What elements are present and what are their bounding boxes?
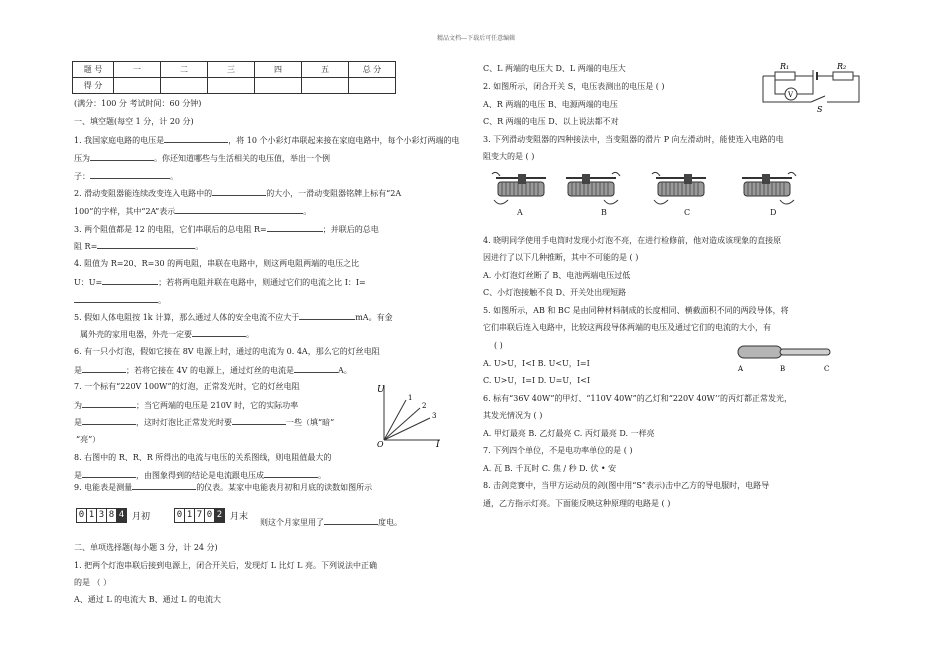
text: ；若将两电阻并联在电路中，则通过它们的电流之比 I：I= [158,278,366,287]
text: 3. 两个阻值都是 12 的电阻，它们串联后的总电阻 R= [74,225,267,234]
choice-question-1-options: A、通过 L 的电流大 B、通过 L 的电流大 [74,595,221,604]
answer-blank[interactable] [232,416,286,425]
meter-start-label: 月初 [132,512,151,522]
page-header: 精品文档---下载后可任意编辑 [437,35,516,42]
choice-question-4-line-2: 因进行了以下几种推断，其中不可能的是 ( ) [483,253,639,262]
thick-conductor [738,346,782,358]
answer-blank[interactable] [74,294,158,303]
choice-question-5: 5. 如图所示，AB 和 BC 是由同种材料制成的长度相同、横截面积不同的两段导体，将 [483,306,789,315]
section-title-single-choice: 二、单项选择题(每小题 3 分，计 24 分) [74,543,218,552]
table-cell: 二 [161,62,208,78]
text: 阻 R= [74,242,98,251]
switch-label: S [817,105,823,114]
table-cell: 题 号 [73,62,114,78]
text: 度电。 [378,518,402,527]
rheostat-option-c [650,170,712,212]
conductor-label-c: C [824,365,830,373]
text: 5. 假如人体电阻按 1k 计算，那么通过人体的安全电流不应大于 [74,313,300,322]
question-7-line-3 [74,416,334,428]
choice-2-options-cd: C、R 两端的电压 D、以上说法都不对 [483,117,619,126]
answer-blank[interactable] [294,364,338,373]
answer-blank[interactable] [175,205,303,214]
choice-question-1: 1. 把两个灯泡串联后接到电源上，闭合开关后，发现灯 L 比灯 L 亮。下列说法中正确 [74,561,377,570]
answer-blank[interactable] [132,481,196,490]
question-8-line-2 [74,469,326,481]
question-7: 7. 一个标有“220V 100W”的灯泡，正常发光时，它的灯丝电阻 [74,382,300,391]
graph-line-2 [384,408,420,440]
choice-question-1-line-2: 的是 （ ） [74,578,112,587]
meter-digit: 7 [194,508,205,523]
text: ；当它两端的电压是 210V 时，它的实际功率 [136,401,299,410]
text: 子： [74,172,90,181]
text: 1. 我国家庭电路的电压是 [74,136,165,145]
text: 。 [303,207,312,216]
score-table-score-row [73,78,396,94]
table-cell: 得 分 [73,78,114,94]
question-1-line-3 [74,170,178,182]
question-6-line-2 [74,364,352,376]
choice-4-options-ab: A. 小灯泡灯丝断了 B、电池两端电压过低 [483,271,631,280]
question-8: 8. 右图中的 R、R、R 所得出的电流与电压的关系图线，则电阻值最大的 [74,453,332,462]
current-voltage-graph [374,382,446,448]
question-3-line-2 [74,240,203,252]
text: U：U= [74,278,103,287]
text: 一些（填“暗” [286,418,335,427]
meter-digit: 8 [106,508,117,523]
question-6: 6. 有一只小灯泡，假如它接在 8V 电源上时，通过的电流为 0. 4A，那么它的灯丝电阻 [74,347,380,356]
score-input-cell[interactable] [255,78,302,94]
text: 9. 电能表是测量 [74,483,133,492]
score-table-header-row [73,62,396,78]
r1-label: R₁ [780,62,790,71]
choice-2-options-ab: A、R 两端的电压 B、电源两端的电压 [483,100,618,109]
score-table [72,61,396,94]
text: mA。有金 [355,313,393,322]
answer-blank[interactable] [192,328,246,337]
text: 。 [195,242,204,251]
score-input-cell[interactable] [349,78,396,94]
choice-question-6: 6. 标有“36V 40W”的甲灯、“110V 40W”的乙灯和“220V 40W’’的丙灯都正常发光， [483,394,793,403]
answer-blank[interactable] [82,399,136,408]
x-axis-label: I [436,440,440,448]
answer-blank[interactable] [97,240,195,249]
choice-5-options-ab: A. U>U，I<I B. U<U，I=I [483,359,590,368]
question-4: 4. 阻值为 R=20、R=30 的两电阻，串联在电路中，则这两电阻两端的电压之比 [74,259,360,268]
text: ；并联后的总电 [322,225,379,234]
choice-question-8: 8. 击剑竞赛中，当甲方运动员的剑(图中用“S”表示)击中乙方的导电服时，电路导 [483,481,770,490]
question-1-line-2 [74,152,330,164]
choice-question-3-line-2: 阻变大的是 ( ) [483,152,535,161]
section-title-fill-in: 一、填空题(每空 1 分，计 20 分) [74,117,194,126]
question-9-line-2 [260,516,402,528]
table-cell: 四 [255,62,302,78]
answer-blank[interactable] [82,469,136,478]
table-cell: 一 [114,62,161,78]
question-4-line-2 [74,276,366,288]
score-input-cell[interactable] [161,78,208,94]
question-3 [74,223,379,235]
origin-label: O [377,440,384,448]
circuit-diagram [755,58,865,116]
meter-reading-end [174,508,248,523]
exam-meta: (满分：100 分 考试时间：60 分钟) [74,99,202,108]
rheostat-option-a [490,170,552,212]
graph-line-3 [384,418,430,440]
conductor-diagram [732,340,836,374]
line-label-2: 2 [422,402,427,410]
question-4-line-3 [74,294,166,306]
rheostat-label-d: D [770,208,777,217]
choice-5-options-cd: C. U>U，I=I D. U=U，I<I [483,376,591,385]
text: ，将 10 个小彩灯串联起来接在家庭电路中，每个小彩灯两端的电 [228,136,460,145]
answer-blank[interactable] [212,187,266,196]
meter-digit: 1 [184,508,195,523]
answer-blank[interactable] [102,276,158,285]
text: 的仪表。某家中电能表月初和月底的读数如图所示 [196,483,373,492]
graph-line-1 [384,400,406,440]
meter-digit: 0 [204,508,215,523]
question-2-line-2 [74,205,311,217]
meter-digit: 3 [96,508,107,523]
choice-question-5-line-2: 它们串联后连入电路中，比较这两段导体两端的电压及通过它们的电流的大小，有 [483,323,771,332]
text: 是 [74,418,82,427]
choice-1-options-cd: C、L 两端的电压大 D、L 两端的电压大 [483,64,626,73]
meter-decimal-digit: 2 [214,508,225,523]
text: ；若将它接在 4V 的电源上，通过灯丝的电流是 [126,366,294,375]
answer-blank[interactable] [90,152,154,161]
choice-4-options-cd: C、小灯泡接触不良 D、开关处出现短路 [483,288,627,297]
resistor-r2 [833,72,853,80]
choice-7-options: A. 瓦 B. 千瓦时 C. 焦 / 秒 D. 伏 • 安 [483,464,617,473]
text: 是 [74,366,82,375]
choice-6-options: A. 甲灯最亮 B. 乙灯最亮 C. 丙灯最亮 D. 一样亮 [483,429,655,438]
rheostat-label-b: B [601,208,607,217]
answer-blank[interactable] [90,170,170,179]
text: 。 [318,471,326,480]
rheostat-label-a: A [517,208,523,217]
line-label-1: 1 [408,394,413,402]
answer-blank[interactable] [299,311,355,320]
question-5-line-2 [80,328,254,340]
switch [811,96,825,102]
text: 压为 [74,154,90,163]
text: 。你还知道哪些与生活相关的电压值，举出一个例 [154,154,330,163]
choice-question-2: 2. 如图所示，闭合开关 S，电压表测出的电压是 ( ) [483,82,665,91]
text: 100”的字样，其中“2A”表示 [74,207,176,216]
answer-blank[interactable] [264,469,318,478]
rheostat-option-d [736,170,798,212]
text: 2. 滑动变阻器能连续改变连入电路中的 [74,189,213,198]
table-cell: 总 分 [349,62,396,78]
choice-question-7: 7. 下列四个单位，不是电功率单位的是 ( ) [483,446,633,455]
text: 。 [170,172,178,181]
wire [775,76,785,94]
voltmeter-label: V [788,91,794,99]
choice-question-6-line-2: 其发光情况为 ( ) [483,411,543,420]
r2-label: R₂ [837,62,847,71]
line-label-3: 3 [432,412,437,420]
text: 。 [158,296,166,305]
meter-decimal-digit: 4 [116,508,127,523]
answer-blank[interactable] [164,134,228,143]
meter-digit: 1 [86,508,97,523]
text: 的大小，一滑动变阻器铭牌上标有“2A [266,189,402,198]
choice-question-8-line-2: 通，乙方指示灯亮。下面能反映这种原理的电路是 ( ) [483,499,671,508]
rheostat-option-b [560,170,622,212]
rheostat-label-c: C [684,208,691,217]
choice-question-4: 4. 晓明同学使用手电筒时发现小灯泡不亮，在进行检修前，他对造成该现象的直接原 [483,236,782,245]
text: 属外壳的家用电器，外壳一定要 [80,330,192,339]
question-5 [74,311,393,323]
text: ，这时灯泡比正常发光时要 [136,418,232,427]
conductor-label-b: B [780,365,786,373]
thin-conductor [780,349,830,355]
choice-question-3: 3. 下列滑动变阻器的四种接法中，当变阻器的滑片 P 向左滑动时，能使连入电路的电 [483,135,784,144]
score-input-cell[interactable] [302,78,349,94]
text: ，由图象得到的结论是电流跟电压成 [136,471,264,480]
wire [797,82,813,94]
question-7-line-2 [74,399,298,411]
answer-blank[interactable] [82,364,126,373]
resistor-r1 [775,72,795,80]
answer-blank[interactable] [82,416,136,425]
score-input-cell[interactable] [208,78,255,94]
meter-reading-start [76,508,150,523]
question-1 [74,134,459,146]
score-input-cell[interactable] [114,78,161,94]
question-2 [74,187,401,199]
answer-blank[interactable] [324,516,378,525]
table-cell: 三 [208,62,255,78]
text: 是 [74,471,82,480]
answer-blank[interactable] [267,223,323,232]
meter-digit: 0 [174,508,185,523]
text: A。 [337,366,352,375]
meter-end-label: 月末 [230,512,249,522]
choice-question-5-line-3: ( ) [494,341,503,350]
question-9 [74,481,372,493]
text: 。 [246,330,254,339]
text: 则这个月家里用了 [260,518,324,527]
conductor-label-a: A [738,365,744,373]
y-axis-label: U [377,385,385,395]
meter-digit: 0 [76,508,87,523]
table-cell: 五 [302,62,349,78]
text: 为 [74,401,82,410]
question-7-line-4: “亮”） [76,435,101,444]
